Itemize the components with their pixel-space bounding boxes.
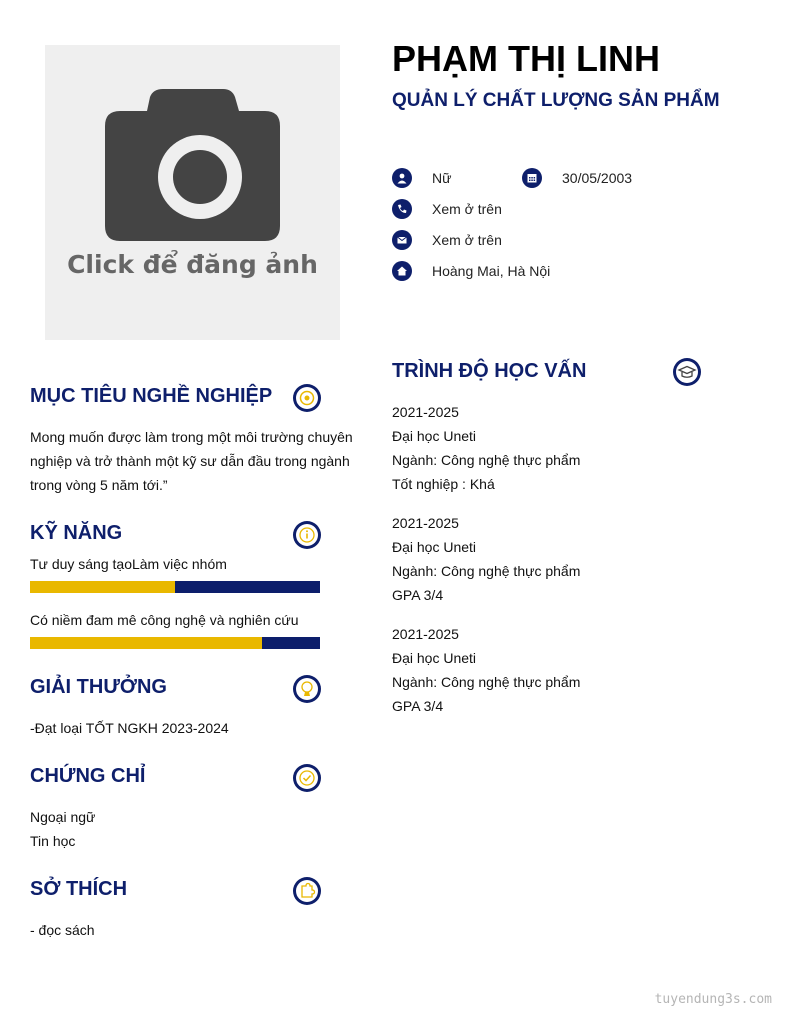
birthdate-value: 30/05/2003 <box>562 170 633 186</box>
hobbies-title: SỞ THÍCH <box>30 878 128 900</box>
certificates-title: CHỨNG CHỈ <box>30 765 146 787</box>
gender-value: Nữ <box>432 170 452 186</box>
skill-label: Có niềm đam mê công nghệ và nghiên cứu <box>30 612 299 628</box>
calendar-icon <box>522 168 542 188</box>
education-school: Đại học Uneti <box>392 428 477 444</box>
skill-bar <box>30 581 320 593</box>
camera-icon <box>105 89 280 244</box>
objective-line: Mong muốn được làm trong một môi trường chuyên <box>30 429 353 445</box>
certificate-item: Ngoại ngữ <box>30 809 96 825</box>
info-email <box>392 229 502 251</box>
certificate-item: Tin học <box>30 833 76 849</box>
skills-title: KỸ NĂNG <box>30 522 123 544</box>
info-icon <box>292 520 322 550</box>
phone-value: Xem ở trên <box>432 201 502 217</box>
puzzle-icon <box>292 876 322 906</box>
objective-line: trong vòng 5 năm tới.” <box>30 477 168 493</box>
education-years: 2021-2025 <box>392 626 459 642</box>
objective-line: nghiệp và trở thành một kỹ sư dẫn đầu trong ngành <box>30 453 350 469</box>
candidate-name: PHẠM THỊ LINH <box>392 38 660 79</box>
education-school: Đại học Uneti <box>392 539 477 555</box>
certificate-list <box>30 805 95 853</box>
education-years: 2021-2025 <box>392 515 459 531</box>
phone-icon <box>392 199 412 219</box>
education-entry <box>392 400 580 496</box>
photo-upload[interactable] <box>45 45 340 340</box>
photo-caption: Click để đăng ảnh <box>67 250 318 279</box>
education-major: Ngành: Công nghệ thực phẩm <box>392 563 581 579</box>
education-major: Ngành: Công nghệ thực phẩm <box>392 674 581 690</box>
objective-title: MỤC TIÊU NGHỀ NGHIỆP <box>30 385 273 407</box>
education-title: TRÌNH ĐỘ HỌC VẤN <box>392 360 587 382</box>
award-item: -Đạt loại TỐT NGKH 2023-2024 <box>30 720 229 736</box>
info-gender <box>392 167 451 189</box>
skill-bar-fill <box>30 637 262 649</box>
education-result: GPA 3/4 <box>392 698 444 714</box>
email-value: Xem ở trên <box>432 232 502 248</box>
info-birthdate <box>522 167 632 189</box>
skill-label: Tư duy sáng tạoLàm việc nhóm <box>30 556 227 572</box>
address-value: Hoàng Mai, Hà Nội <box>432 263 551 279</box>
objective-text <box>30 425 353 497</box>
info-address <box>392 260 550 282</box>
mail-icon <box>392 230 412 250</box>
skill-bar <box>30 637 320 649</box>
education-major: Ngành: Công nghệ thực phẩm <box>392 452 581 468</box>
awards-title: GIẢI THƯỞNG <box>30 676 167 698</box>
education-entry <box>392 622 580 718</box>
person-icon <box>392 168 412 188</box>
hobby-item: - đọc sách <box>30 922 95 938</box>
graduation-cap-icon <box>672 357 702 387</box>
badge-check-icon <box>292 763 322 793</box>
education-entry <box>392 511 580 607</box>
education-result: GPA 3/4 <box>392 587 444 603</box>
target-icon <box>292 383 322 413</box>
home-icon <box>392 261 412 281</box>
trophy-icon <box>292 674 322 704</box>
skill-bar-fill <box>30 581 175 593</box>
education-school: Đại học Uneti <box>392 650 477 666</box>
job-title: QUẢN LÝ CHẤT LƯỢNG SẢN PHẨM <box>392 90 720 111</box>
education-result: Tốt nghiệp : Khá <box>392 476 495 492</box>
watermark: tuyendung3s.com <box>654 992 772 1007</box>
education-years: 2021-2025 <box>392 404 459 420</box>
info-phone <box>392 198 502 220</box>
